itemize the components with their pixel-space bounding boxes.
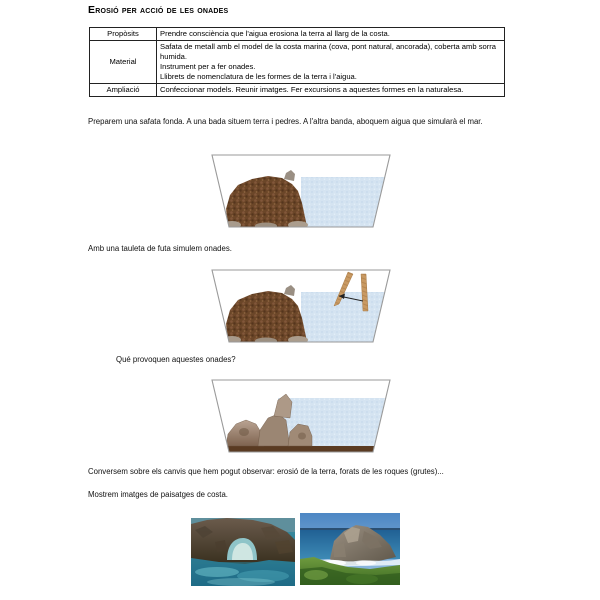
table-cell-line: Safata de metall amb el model de la costa marina (cova, pont natural, ancorada), coberta amb sorra humida.: [160, 42, 496, 62]
table-row: [90, 41, 505, 84]
table-row-label: Propòsits: [90, 28, 157, 41]
paragraph-mostrem: Mostrem imatges de paisatges de costa.: [88, 490, 228, 499]
info-table: [89, 27, 505, 97]
paragraph-tauleta: Amb una tauleta de futa simulem onades.: [88, 244, 232, 253]
table-row: [90, 84, 505, 97]
sea-arch-photo: [191, 518, 295, 586]
rocky-headland-photo: [300, 513, 400, 585]
paragraph-prepare: Preparem una safata fonda. A una bada situem terra i pedres. A l'altra banda, aboquem aigua que simularà el mar.: [88, 117, 483, 126]
tray-eroded-rocks-illustration: [206, 376, 396, 458]
page-title: Erosió per acció de les onades: [88, 4, 229, 16]
table-cell-line: Prendre consciència que l'aigua erosiona la terra al llarg de la costa.: [160, 29, 390, 38]
table-row-label: Ampliació: [90, 84, 157, 97]
tray-soil-and-water-illustration: [206, 151, 396, 233]
table-row-value: [157, 28, 505, 41]
table-cell-line: Confeccionar models. Reunir imatges. Fer excursions a aquestes formes en la naturalesa.: [160, 85, 464, 95]
table-row: [90, 28, 505, 41]
table-row-label: Material: [90, 41, 157, 84]
paragraph-question: Qué provoquen aquestes onades?: [116, 355, 236, 364]
table-cell-line: Instrument per a fer onades.: [160, 62, 256, 72]
table-cell-line: Llibrets de nomenclatura de les formes de la terra i l'aigua.: [160, 72, 357, 82]
table-row-value: [157, 84, 505, 97]
table-row-value: [157, 41, 505, 84]
tray-with-wooden-paddle-illustration: [206, 266, 396, 348]
paragraph-conversem: Conversem sobre els canvis que hem pogut observar: erosió de la terra, forats de les roques (grutes)...: [88, 467, 444, 476]
